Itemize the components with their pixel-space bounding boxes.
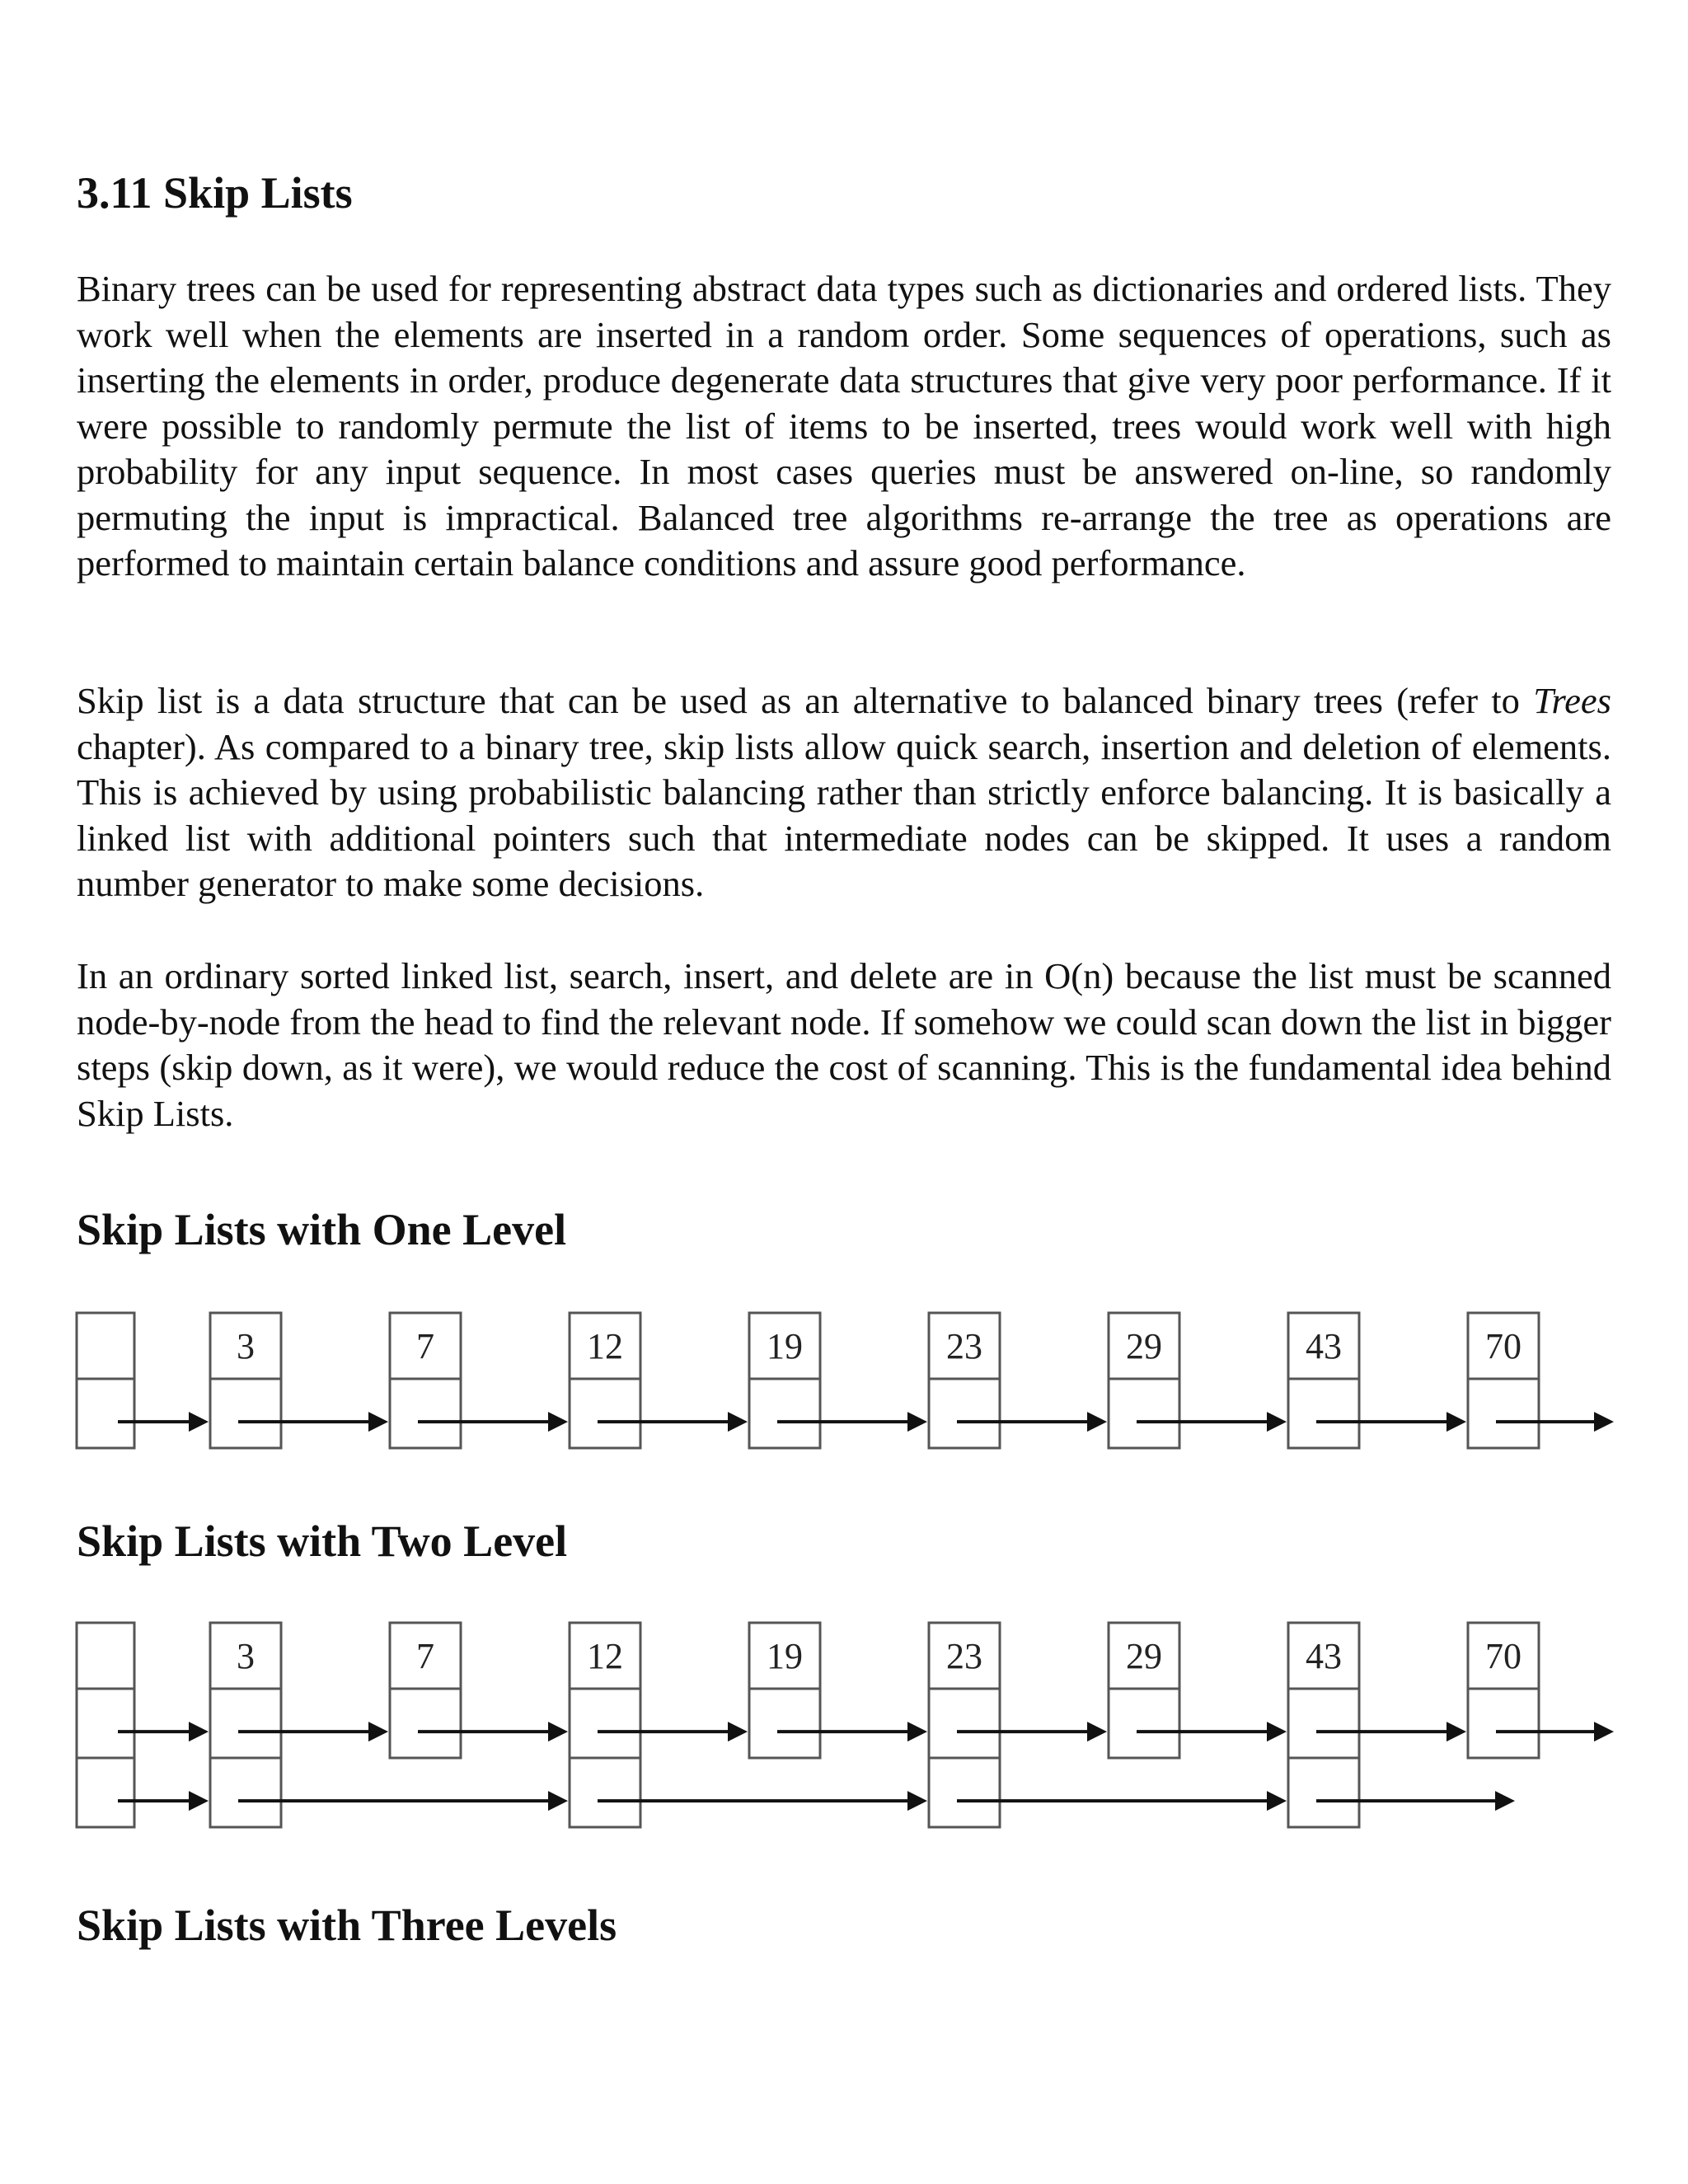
two-level-node-pointer-cell — [570, 1758, 640, 1827]
one-level-node-key-label: 7 — [416, 1326, 434, 1366]
two-level-node-key-label: 43 — [1306, 1636, 1342, 1676]
two-level-node-pointer-cell — [210, 1689, 281, 1758]
one-level-node-pointer-cell — [929, 1379, 1000, 1448]
two-level-node-pointer-cell — [1109, 1689, 1179, 1758]
one-level-node-pointer-cell — [749, 1379, 820, 1448]
two-level-level1-arrow-head — [368, 1722, 388, 1741]
two-level-node-key-label: 12 — [587, 1636, 623, 1676]
heading-two-level: Skip Lists with Two Level — [77, 1516, 568, 1566]
one-level-node-pointer-cell — [1288, 1379, 1359, 1448]
two-level-node-key-label: 29 — [1126, 1636, 1162, 1676]
two-level-level2-arrow-head — [1267, 1791, 1287, 1811]
two-level-level2-arrow-head — [907, 1791, 927, 1811]
two-level-level2-arrow-head — [189, 1791, 209, 1811]
one-level-level1-arrow-head — [1447, 1412, 1466, 1432]
one-level-node-key-label: 23 — [946, 1326, 982, 1366]
one-level-level1-arrow-head — [1267, 1412, 1287, 1432]
two-level-level1-tail-arrow-head — [1594, 1722, 1614, 1741]
two-level-node-pointer-cell — [1288, 1758, 1359, 1827]
paragraph-binary-trees: Binary trees can be used for representing abstract data types such as dictionaries and ordered lists. They work well when the elements are inserted in a random order. Some sequences of operations, such as inserting the elements in order, produce degenerate data structures that give very poor performance. If it were possible to randomly permute the list of items to be inserted, trees would work well with high probability for any input sequence. In most cases queries must be answered on-line, so randomly permuting the input is impractical. Balanced tree algorithms re-arrange the tree as operations are performed to maintain certain balance conditions and assure good performance. — [77, 268, 1611, 583]
one-level-node-pointer-cell — [570, 1379, 640, 1448]
one-level-node-pointer-cell — [1468, 1379, 1539, 1448]
section-title: 3.11 Skip Lists — [77, 168, 353, 218]
one-level-head-node — [77, 1313, 134, 1448]
heading-one-level: Skip Lists with One Level — [77, 1205, 567, 1254]
two-level-level2-arrow-head — [548, 1791, 568, 1811]
paragraph-skip-list-intro — [77, 678, 1611, 907]
heading-three-levels: Skip Lists with Three Levels — [77, 1900, 617, 1950]
two-level-level1-arrow-head — [1447, 1722, 1466, 1741]
one-level-level1-arrow-head — [1087, 1412, 1107, 1432]
one-level-node-key-label: 70 — [1485, 1326, 1522, 1366]
two-level-node-key-label: 19 — [767, 1636, 803, 1676]
two-level-node-pointer-cell — [929, 1689, 1000, 1758]
two-level-level1-arrow-head — [1087, 1722, 1107, 1741]
one-level-node-key-label: 12 — [587, 1326, 623, 1366]
one-level-level1-arrow-head — [189, 1412, 209, 1432]
two-level-node-pointer-cell — [1288, 1689, 1359, 1758]
one-level-node-pointer-cell — [210, 1379, 281, 1448]
two-level-head-node — [77, 1623, 134, 1827]
two-level-node-key-label: 3 — [237, 1636, 255, 1676]
one-level-level1-arrow-head — [728, 1412, 748, 1432]
one-level-level1-arrow-head — [907, 1412, 927, 1432]
trees-chapter-reference: Trees — [1533, 680, 1611, 721]
two-level-level1-arrow-head — [548, 1722, 568, 1741]
two-level-node-pointer-cell — [390, 1689, 461, 1758]
paragraph-skip-list-intro-rest: chapter). As compared to a binary tree, skip lists allow quick search, insertion and deletion of elements. This is achieved by using probabilistic balancing rather than strictly enforce balancing. It is basically a linked list with additional pointers such that intermediate nodes can be skipped. It uses a random number generator to make some decisions. — [77, 725, 1611, 904]
two-level-node-pointer-cell — [210, 1758, 281, 1827]
skip-list-one-level-diagram — [0, 1306, 1688, 1455]
one-level-node-key-label: 29 — [1126, 1326, 1162, 1366]
two-level-node-pointer-cell — [749, 1689, 820, 1758]
one-level-level1-arrow-head — [548, 1412, 568, 1432]
two-level-level1-arrow-head — [189, 1722, 209, 1741]
paragraph-skip-list-intro-start: Skip list is a data structure that can be used as an alternative to balanced binary trees (refer to — [77, 680, 1534, 721]
one-level-node-key-label: 43 — [1306, 1326, 1342, 1366]
one-level-node-pointer-cell — [1109, 1379, 1179, 1448]
two-level-node-key-label: 70 — [1485, 1636, 1522, 1676]
two-level-node-pointer-cell — [1468, 1689, 1539, 1758]
one-level-node-pointer-cell — [390, 1379, 461, 1448]
one-level-level1-tail-arrow-head — [1594, 1412, 1614, 1432]
one-level-node-key-label: 3 — [237, 1326, 255, 1366]
two-level-level1-arrow-head — [728, 1722, 748, 1741]
one-level-node-key-label: 19 — [767, 1326, 803, 1366]
skip-list-two-level-diagram — [0, 1616, 1688, 1830]
paragraph-ordinary-linked-list: In an ordinary sorted linked list, search, insert, and delete are in O(n) because the list must be scanned node-by-node from the head to find the relevant node. If somehow we could scan down the list in bigger steps (skip down, as it were), we would reduce the cost of scanning. This is the fundamental idea behind Skip Lists. — [77, 955, 1611, 1134]
two-level-node-pointer-cell — [929, 1758, 1000, 1827]
two-level-node-pointer-cell — [570, 1689, 640, 1758]
one-level-level1-arrow-head — [368, 1412, 388, 1432]
two-level-node-key-label: 7 — [416, 1636, 434, 1676]
two-level-level1-arrow-head — [1267, 1722, 1287, 1741]
two-level-level2-tail-arrow-head — [1495, 1791, 1515, 1811]
two-level-node-key-label: 23 — [946, 1636, 982, 1676]
two-level-level1-arrow-head — [907, 1722, 927, 1741]
